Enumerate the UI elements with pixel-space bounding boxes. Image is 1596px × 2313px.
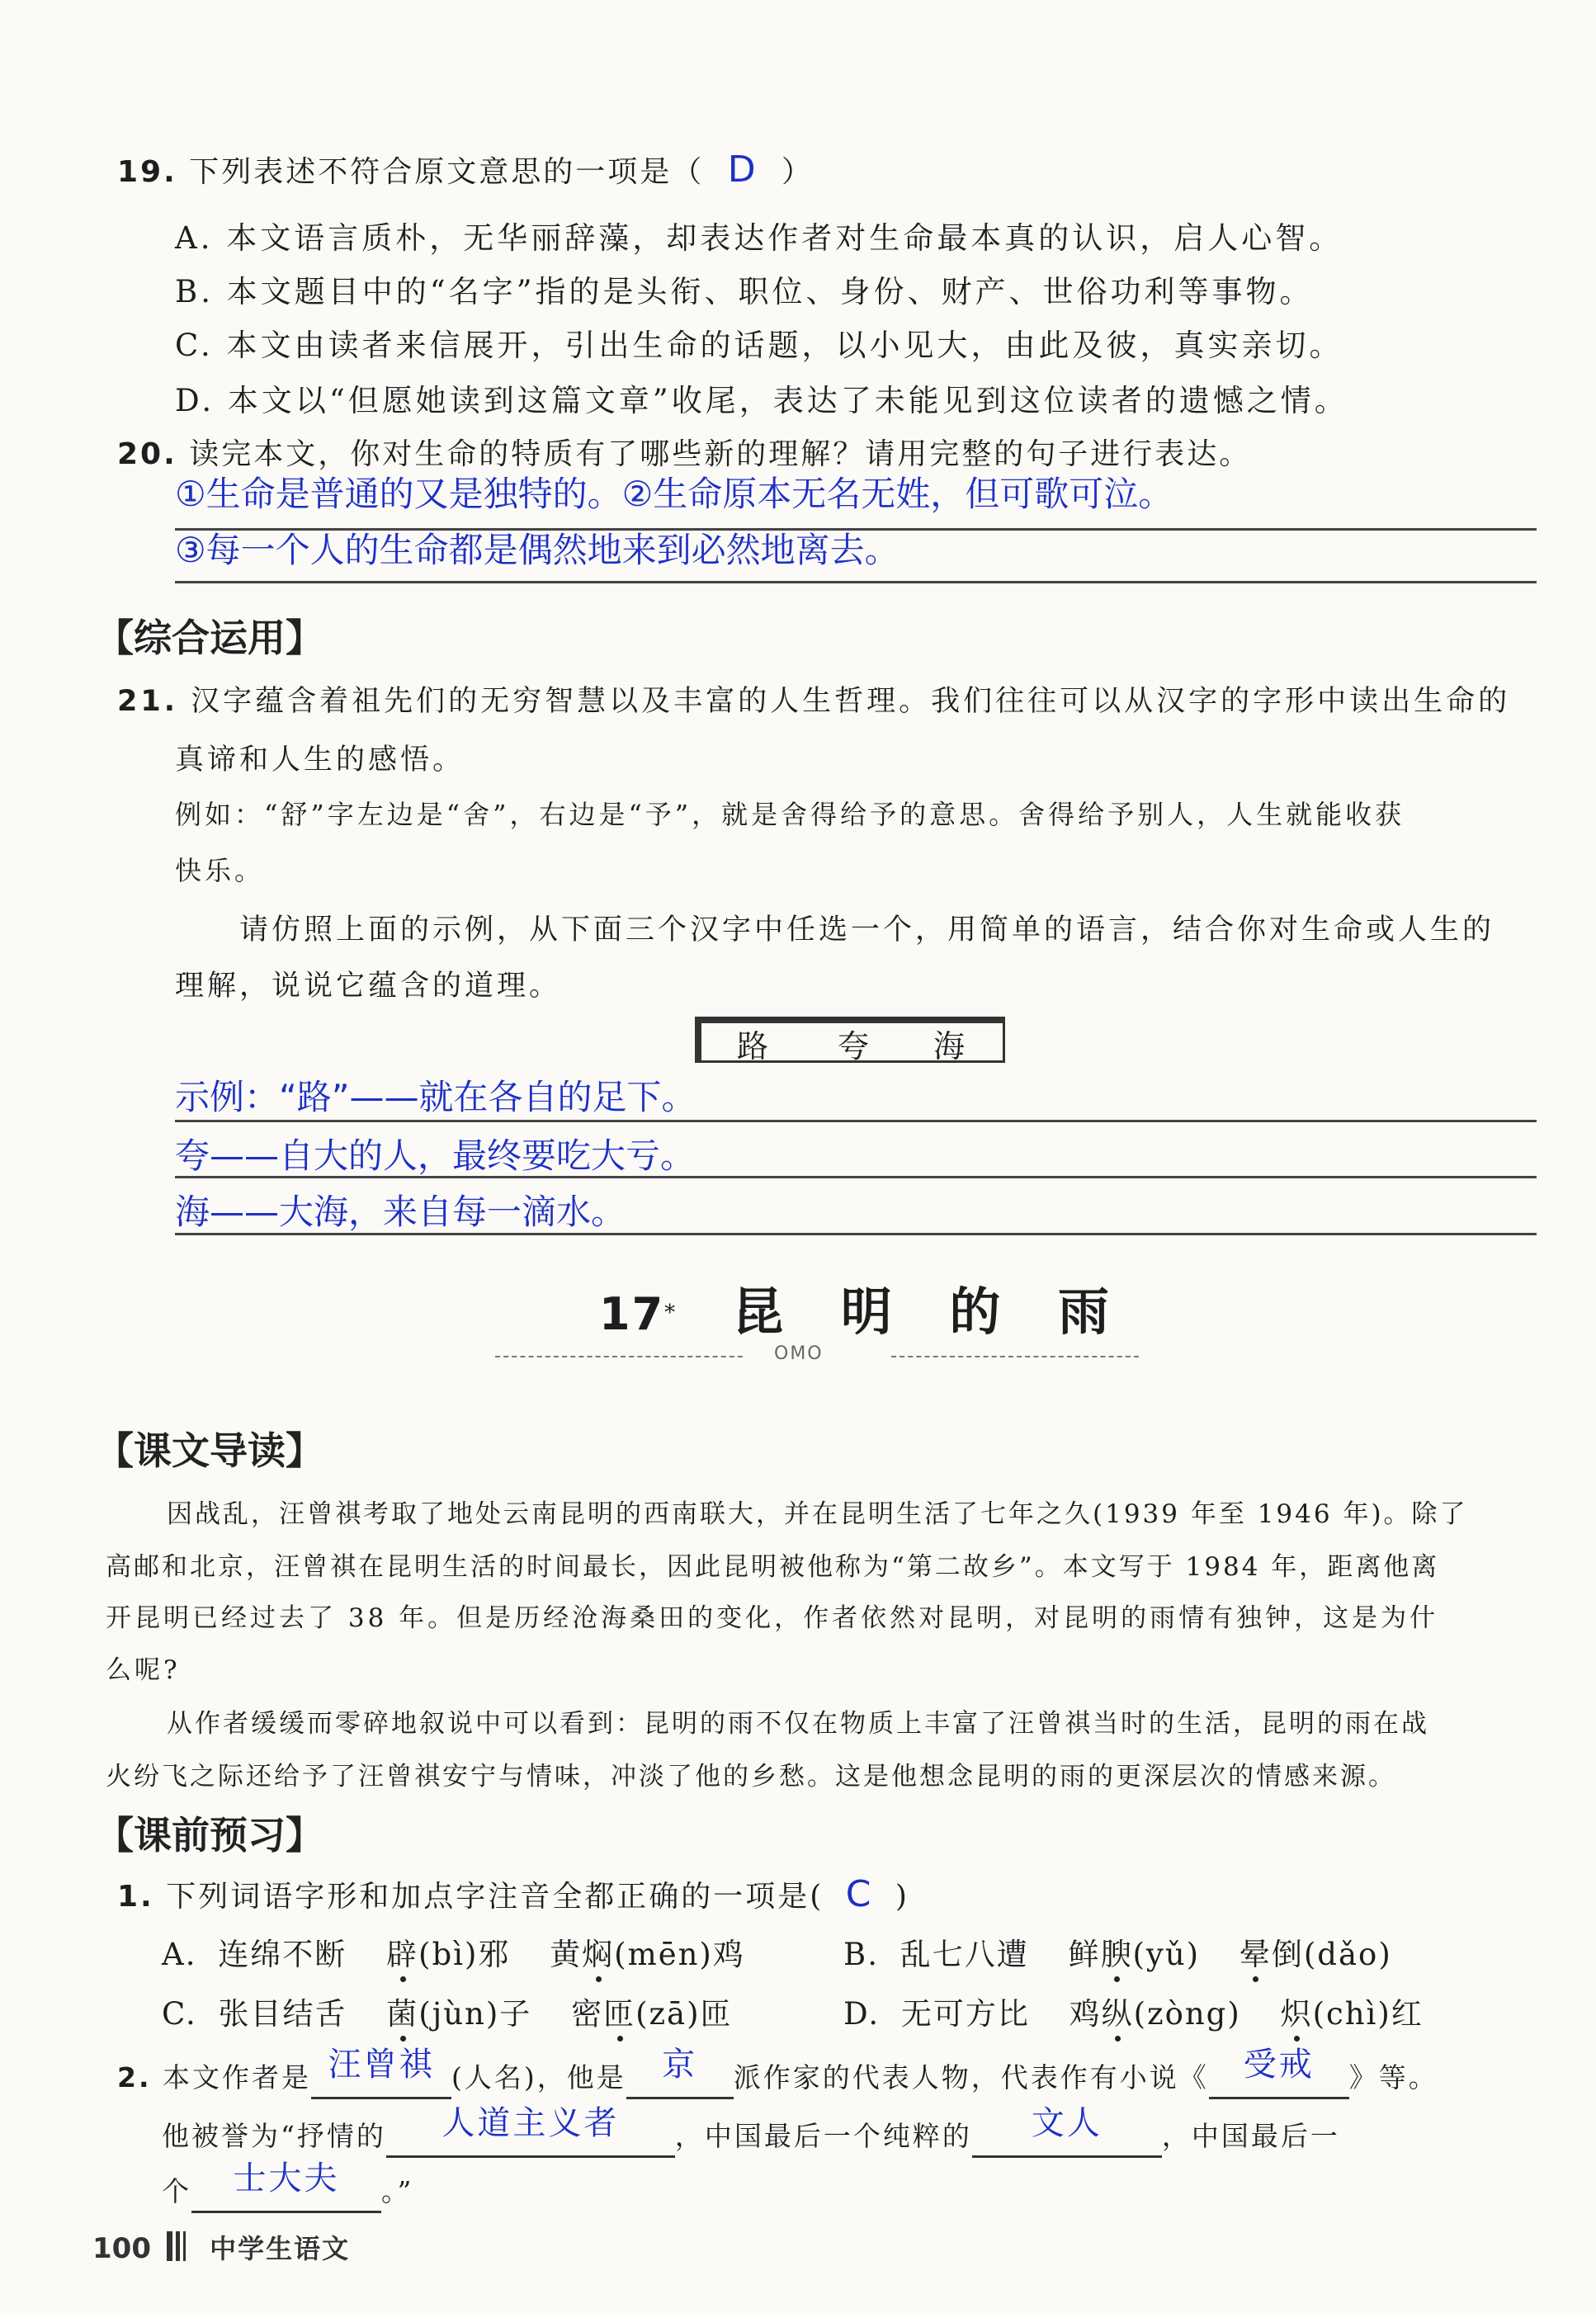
p2-number: 2. [117, 2061, 152, 2094]
p1-d-word3: 炽(chì)红 [1280, 1996, 1424, 2032]
p1-option-a [162, 1929, 745, 1974]
q21-rule-1 [175, 1120, 1537, 1122]
p1-c-word3: 密匝(zā)匝 [571, 1996, 733, 2032]
q21-rule-2 [175, 1176, 1537, 1178]
q21-line-3: 例如：“舒”字左边是“舍”，右边是“予”，就是舍得给予的意思。舍得给予别人，人生就能收获 [175, 799, 1405, 830]
footer [92, 2228, 350, 2266]
p2-blank-school: 京 [626, 2050, 734, 2099]
p2-text-2: (人名)，他是 [451, 2061, 626, 2094]
section-daodu: 【课文导读】 [96, 1428, 323, 1473]
p1-a-word2: 辟(bì)邪 [386, 1937, 511, 1972]
p2-text-5: 他被誉为“抒情的 [162, 2120, 386, 2152]
p2-text-7: ，中国最后一 [1161, 2120, 1340, 2152]
footer-bars-icon [167, 2231, 186, 2264]
p1-d-label: D. [843, 1996, 881, 2032]
q21-line-1-text: 汉字蕴含着祖先们的无穷智慧以及丰富的人生哲理。我们往往可以从汉字的字形中读出生命的 [191, 685, 1511, 718]
lesson-star: * [664, 1300, 676, 1325]
p1-option-b [843, 1929, 1392, 1974]
p1-close: ) [895, 1880, 909, 1914]
q21-rule-3 [175, 1233, 1537, 1235]
section-zonghe: 【综合运用】 [96, 616, 323, 660]
lesson-heading [599, 1271, 1129, 1344]
q21-answer-line-1: 示例：“路”——就在各自的足下。 [175, 1077, 696, 1117]
p1-stem-text: 下列词语字形和加点字注音全都正确的一项是( [166, 1880, 824, 1914]
p1-c-word1: 张目结舌 [218, 1996, 347, 2032]
p2-text-9: 。” [381, 2175, 414, 2207]
daodu-p2-line-2: 火纷飞之际还给予了汪曾祺安宁与情味，冲淡了他的乡愁。这是他想念昆明的雨的更深层次的情感来源。 [106, 1762, 1396, 1791]
q19-option-a: A. 本文语言质朴，无华丽辞藻，却表达作者对生命最本真的认识，启人心智。 [175, 220, 1343, 256]
p2-blank-humanist: 人道主义者 [386, 2108, 675, 2158]
q19-option-d: D. 本文以“但愿她读到这篇文章”收尾，表达了未能见到这位读者的遗憾之情。 [175, 383, 1348, 418]
p1-stem [117, 1873, 909, 1915]
q20-answer-line-1: ①生命是普通的又是独特的。②生命原本无名无姓，但可歌可泣。 [175, 474, 1173, 514]
q21-char-3: 海 [933, 1028, 966, 1064]
daodu-p1-line-4: 么呢? [106, 1655, 181, 1685]
footer-page-number: 100 [92, 2232, 151, 2265]
q19-stem [117, 149, 814, 191]
p2-blank-novel: 受戒 [1209, 2050, 1349, 2099]
p2-text-8: 个 [162, 2175, 191, 2207]
p2-line-2 [162, 2104, 1340, 2158]
q21-char-1: 路 [737, 1028, 769, 1064]
q21-line-4: 快乐。 [175, 855, 265, 886]
p2-text-6: ，中国最后一个纯粹的 [674, 2120, 972, 2152]
q21-number: 21. [117, 685, 179, 718]
p2-text-3: 派作家的代表人物，代表作有小说《 [733, 2061, 1209, 2094]
p1-b-word2: 鲜腴(yǔ) [1068, 1937, 1201, 1972]
q20-number: 20. [117, 437, 177, 471]
q21-line-2: 真谛和人生的感悟。 [175, 743, 465, 777]
p1-b-word3: 晕倒(dǎo) [1239, 1937, 1392, 1972]
p2-text-1: 本文作者是 [163, 2061, 311, 2094]
daodu-p1-line-1: 因战乱，汪曾祺考取了地处云南昆明的西南联大，并在昆明生活了七年之久(1939 年至 1946 年)。除了 [167, 1499, 1468, 1529]
p2-blank-literati: 文人 [972, 2108, 1162, 2158]
q20-rule-2 [175, 581, 1537, 583]
daodu-p1-line-2: 高邮和北京，汪曾祺在昆明生活的时间最长，因此昆明被他称为“第二故乡”。本文写于 1984 年，距离他离 [106, 1552, 1440, 1582]
p2-text-4: 》等。 [1348, 2061, 1438, 2094]
q21-line-5: 请仿照上面的示例，从下面三个汉字中任选一个，用简单的语言，结合你对生命或人生的 [239, 913, 1495, 946]
q21-answer-line-3: 海——大海，来自每一滴水。 [175, 1192, 626, 1232]
q21-char-box [695, 1017, 1005, 1063]
q21-answer-line-2: 夸——自大的人，最终要吃大亏。 [175, 1135, 696, 1176]
p2-blank-author: 汪曾祺 [311, 2050, 451, 2099]
q19-option-b: B. 本文题目中的“名字”指的是头衔、职位、身份、财产、世俗功利等事物。 [175, 274, 1314, 309]
lesson-number: 17 [599, 1288, 665, 1340]
q20-stem-text: 读完本文，你对生命的特质有了哪些新的理解？请用完整的句子进行表达。 [189, 437, 1252, 471]
p1-c-label: C. [162, 1996, 197, 2032]
footer-journal: 中学生语文 [210, 2233, 351, 2264]
q19-answer: D [727, 149, 758, 191]
p1-a-label: A. [162, 1937, 197, 1972]
p1-option-d [843, 1989, 1424, 2033]
p2-line-3 [162, 2160, 414, 2213]
p1-b-word1: 乱七八遭 [900, 1937, 1029, 1972]
q20-answer-line-2: ③每一个人的生命都是偶然地来到必然地离去。 [175, 530, 900, 570]
lesson-title: 昆 明 的 雨 [732, 1282, 1130, 1342]
p1-b-label: B. [843, 1937, 879, 1972]
p1-d-word1: 无可方比 [900, 1996, 1030, 2032]
p1-a-word3: 黄焖(mēn)鸡 [550, 1937, 745, 1972]
p1-d-word2: 鸡纵(zòng) [1069, 1996, 1241, 2032]
p1-answer: C [845, 1873, 874, 1915]
section-yuxi: 【课前预习】 [96, 1813, 323, 1857]
p2-line-1 [117, 2046, 1438, 2099]
q19-number: 19. [117, 155, 177, 189]
lesson-ornament [495, 1343, 1139, 1367]
p1-number: 1. [117, 1880, 154, 1914]
q19-option-c: C. 本文由读者来信展开，引出生命的话题，以小见大，由此及彼，真实亲切。 [175, 328, 1343, 363]
q21-line-6: 理解，说说它蕴含的道理。 [175, 970, 562, 1003]
daodu-p1-line-3: 开昆明已经过去了 38 年。但是历经沧海桑田的变化，作者依然对昆明，对昆明的雨情有独钟，这是为什 [106, 1603, 1439, 1633]
q19-stem-text: 下列表述不符合原文意思的一项是（ [189, 155, 705, 189]
p2-blank-scholar: 士大夫 [191, 2164, 381, 2213]
q21-line-1 [117, 678, 1510, 720]
p1-c-word2: 菌(jùn)子 [386, 1996, 532, 2032]
q19-close: ） [781, 155, 815, 189]
p1-a-word1: 连绵不断 [218, 1937, 347, 1972]
daodu-p2-line-1: 从作者缓缓而零碎地叙说中可以看到：昆明的雨不仅在物质上丰富了汪曾祺当时的生活，昆明的雨在战 [167, 1709, 1429, 1739]
p1-option-c [162, 1989, 733, 2033]
lesson-ornament-text: OMO [774, 1343, 824, 1364]
q21-char-2: 夸 [838, 1028, 870, 1064]
